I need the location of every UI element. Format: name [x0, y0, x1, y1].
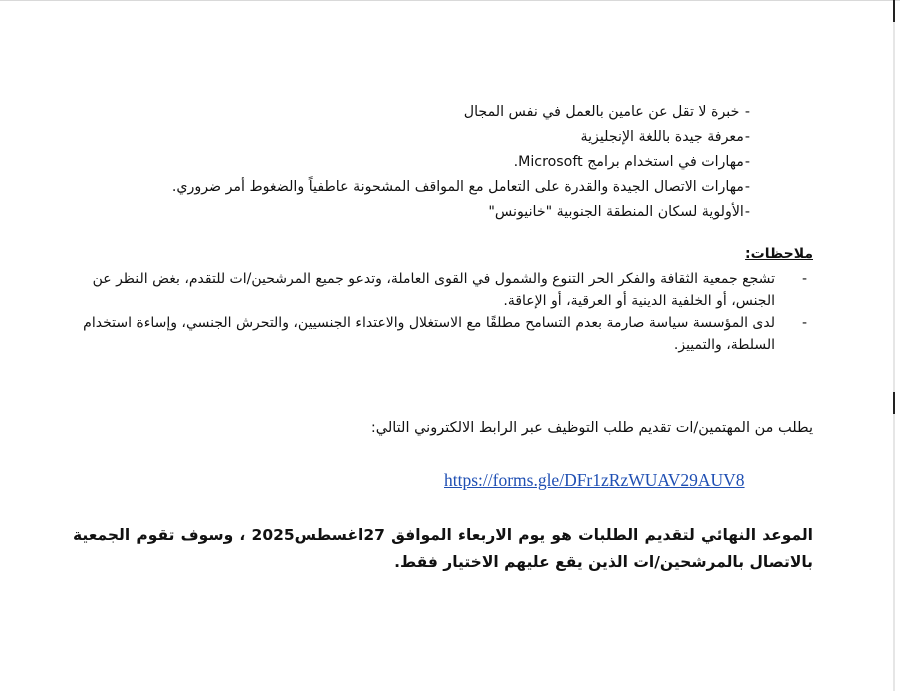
note-bullet: -: [801, 315, 807, 331]
apply-instruction: يطلب من المهتمين/ات تقديم طلب التوظيف عبر الرابط الالكتروني التالي:: [370, 420, 813, 436]
deadline-paragraph: الموعد النهائي لتقديم الطلبات هو يوم الاربعاء الموافق 27اغسطس2025 ، وسوف تقوم الجمعية بالاتصال بالمرشحين/ات الذين يقع عليهم الاختيار فقط.: [73, 526, 813, 571]
note-bullet: -: [801, 271, 807, 287]
top-edge-line: [0, 0, 900, 1]
requirement-item: -معرفة جيدة باللغة الإنجليزية: [580, 129, 750, 145]
requirement-item: -مهارات الاتصال الجيدة والقدرة على التعامل مع المواقف المشحونة عاطفياً والضغوط أمر ضروري.: [171, 179, 750, 195]
notes-list: [72, 268, 807, 356]
requirement-item: -مهارات في استخدام برامج Microsoft.: [513, 154, 750, 170]
application-form-link[interactable]: https://forms.gle/DFr1zRzWUAV29AUV8: [444, 470, 745, 490]
requirements-list: [70, 100, 750, 225]
note-item: - تشجع جمعية الثقافة والفكر الحر التنوع والشمول في القوى العاملة، وتدعو جميع المرشحين/ات للتقدم، بغض النظر عن الجنس، أو الخلفية الدينية أو العرقية، أو الإعاقة.: [72, 268, 807, 312]
requirement-item: - خبرة لا تقل عن عامين بالعمل في نفس المجال: [463, 104, 750, 120]
note-item: - لدى المؤسسة سياسة صارمة بعدم التسامح مطلقًا مع الاستغلال والاعتداء الجنسيين، والتحرش الجنسي، وإساءة استخدام السلطة، والتمييز.: [72, 312, 807, 356]
scrollbar-track[interactable]: [893, 0, 895, 691]
requirement-item: -الأولوية لسكان المنطقة الجنوبية "خانيونس": [488, 204, 750, 220]
notes-heading: ملاحظات:: [745, 246, 813, 262]
